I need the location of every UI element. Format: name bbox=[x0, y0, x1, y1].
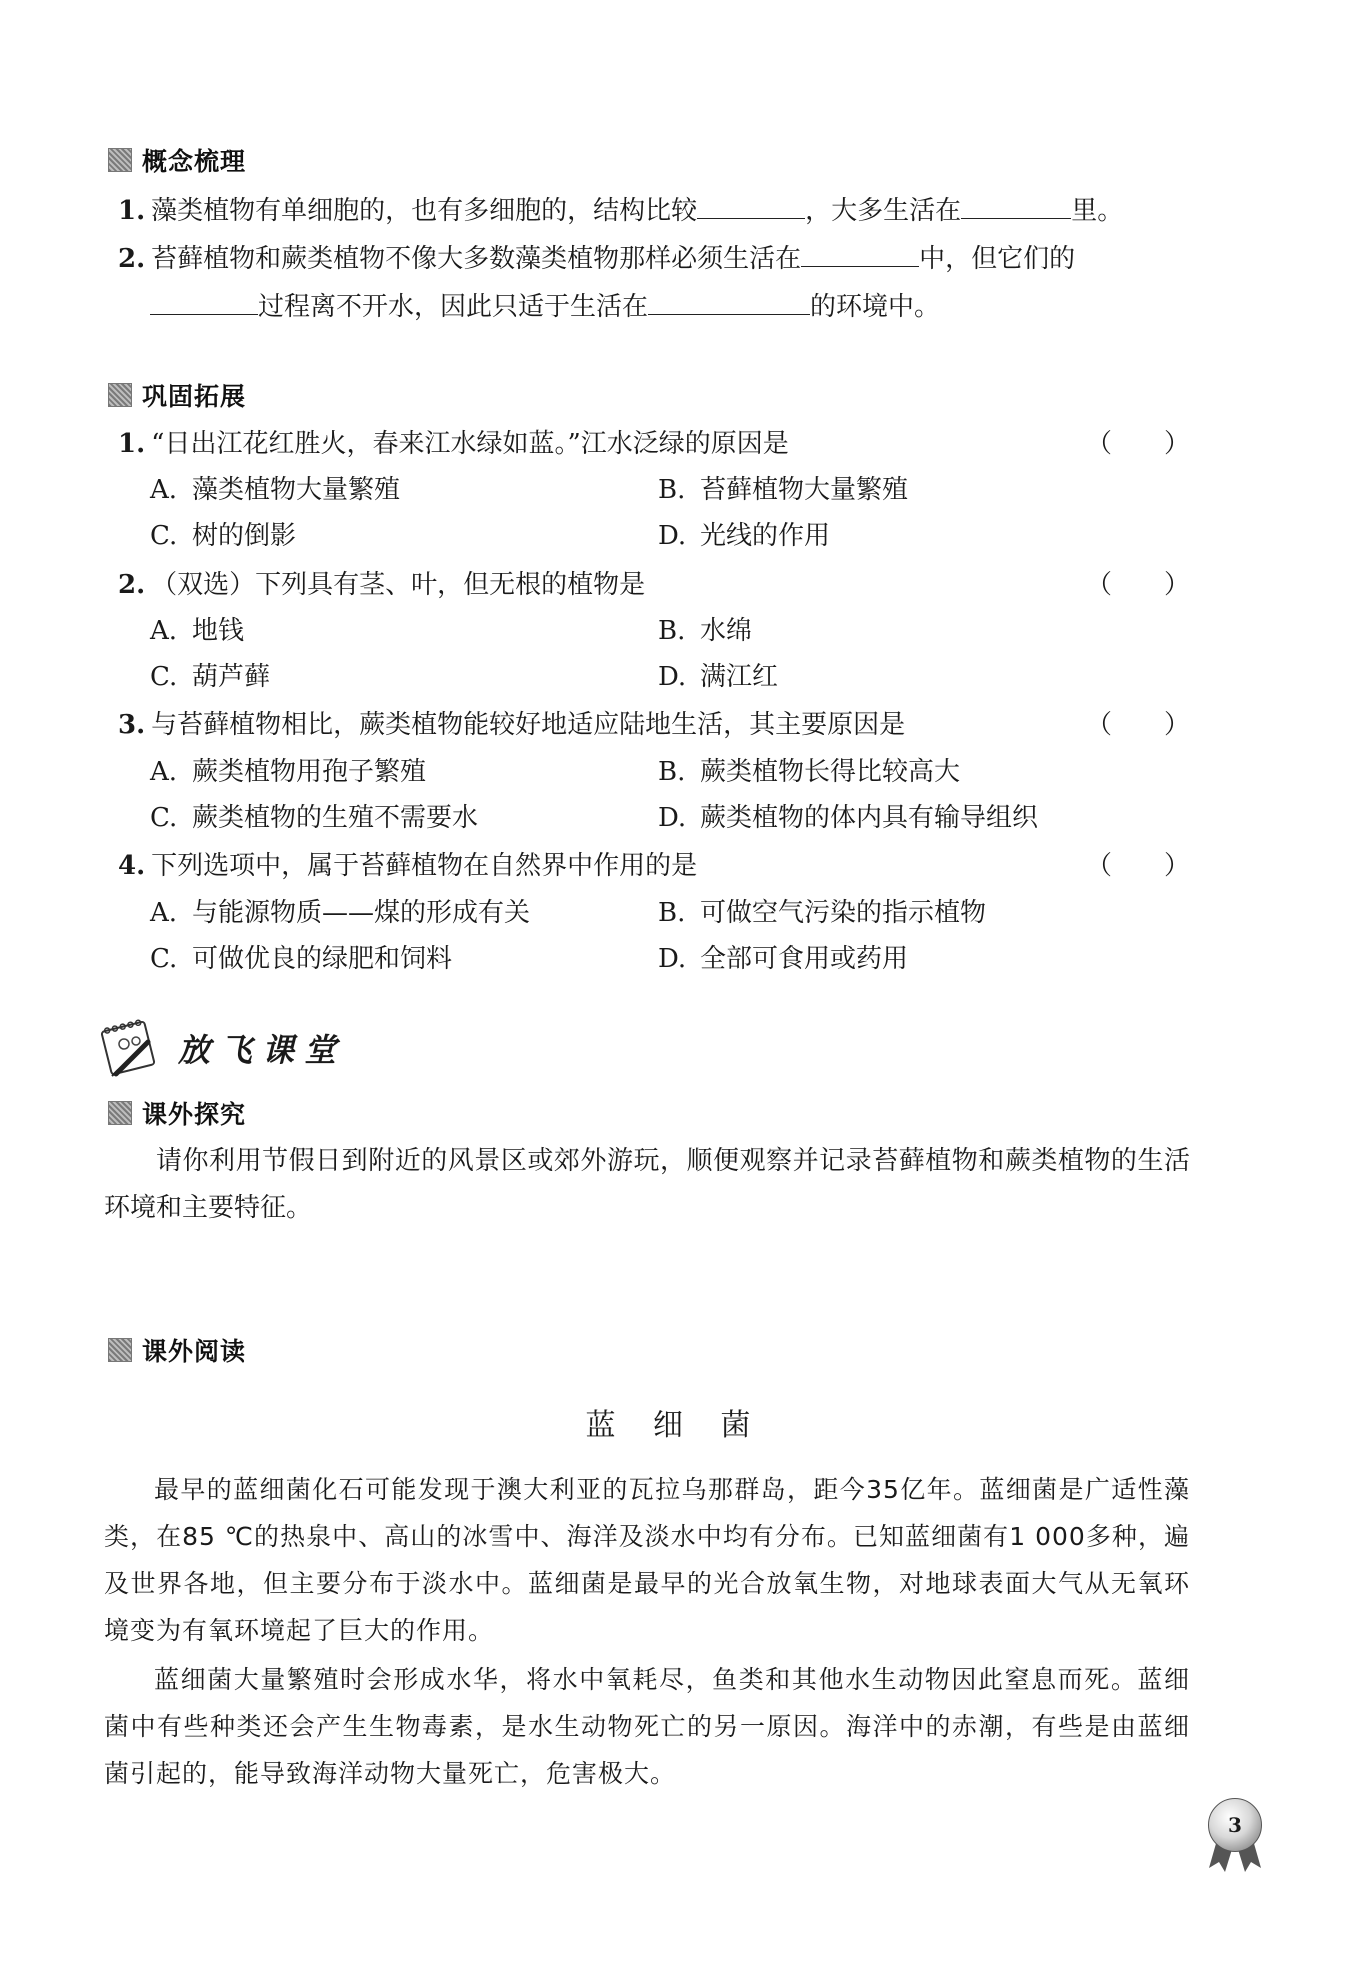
fill-question-2-line-1: 2. 苔藓植物和蕨类植物不像大多数藻类植物那样必须生活在 中，但它们的 bbox=[118, 238, 1075, 279]
section-header-explore bbox=[108, 1096, 246, 1130]
section-marker-icon bbox=[108, 1338, 132, 1362]
option-a[interactable]: A. 藻类植物大量繁殖 bbox=[150, 475, 401, 505]
section-header-reading bbox=[108, 1333, 246, 1367]
page-number-badge bbox=[1208, 1798, 1262, 1852]
option-a[interactable]: A. 地钱 bbox=[150, 616, 245, 646]
fill-question-2-line-2: 过程离不开水，因此只适于生活在 的环境中。 bbox=[150, 286, 940, 327]
option-c[interactable]: C. 可做优良的绿肥和饲料 bbox=[150, 944, 453, 974]
fill-question-1: 1. 藻类植物有单细胞的，也有多细胞的，结构比较 ，大多生活在 里。 bbox=[118, 190, 1123, 231]
reading-heading: 蓝 细 菌 bbox=[585, 1408, 765, 1443]
fly-classroom-banner bbox=[100, 1018, 346, 1078]
answer-bracket[interactable]: （ ） bbox=[1085, 851, 1190, 881]
explore-text: 请你利用节假日到附近的风景区或郊外游玩，顺便观察并记录苔藓植物和蕨类植物的生活环境和主要特征。 bbox=[104, 1146, 1190, 1223]
page-number: 3 bbox=[1208, 1798, 1262, 1852]
section-title: 课外阅读 bbox=[142, 1337, 247, 1366]
choice-question-1: 1. “日出江花红胜火，春来江水绿如蓝。”江水泛绿的原因是 （ ） bbox=[118, 424, 1190, 464]
reading-paragraph-2: 蓝细菌大量繁殖时会形成水华，将水中氧耗尽，鱼类和其他水生动物因此窒息而死。蓝细菌中有些种类还会产生生物毒素，是水生动物死亡的另一原因。海洋中的赤潮，有些是由蓝细菌引起的，能导致海洋动物大量死亡，危害极大。 bbox=[104, 1665, 1190, 1788]
option-d[interactable]: D. 蕨类植物的体内具有输导组织 bbox=[658, 803, 1039, 833]
option-b[interactable]: B. 可做空气污染的指示植物 bbox=[658, 898, 987, 928]
answer-blank[interactable] bbox=[150, 286, 258, 315]
option-d[interactable]: D. 满江红 bbox=[658, 662, 779, 692]
section-title: 概念梳理 bbox=[142, 147, 247, 176]
section-title: 课外探究 bbox=[142, 1100, 247, 1129]
section-marker-icon bbox=[108, 1101, 132, 1125]
section-marker-icon bbox=[108, 148, 132, 172]
section-marker-icon bbox=[108, 383, 132, 407]
option-c[interactable]: C. 树的倒影 bbox=[150, 521, 297, 551]
answer-bracket[interactable]: （ ） bbox=[1085, 429, 1190, 459]
answer-bracket[interactable]: （ ） bbox=[1085, 570, 1190, 600]
option-a[interactable]: A. 与能源物质——煤的形成有关 bbox=[150, 898, 531, 928]
answer-bracket[interactable]: （ ） bbox=[1085, 710, 1190, 740]
option-b[interactable]: B. 苔藓植物大量繁殖 bbox=[658, 475, 909, 505]
answer-blank[interactable] bbox=[801, 238, 919, 267]
section-title: 巩固拓展 bbox=[142, 382, 247, 411]
option-b[interactable]: B. 蕨类植物长得比较高大 bbox=[658, 757, 961, 787]
choice-question-4: 4. 下列选项中，属于苔藓植物在自然界中作用的是 （ ） bbox=[118, 846, 1190, 886]
option-c[interactable]: C. 葫芦藓 bbox=[150, 662, 271, 692]
notebook-pencil-icon bbox=[100, 1018, 170, 1078]
reading-paragraph-1: 最早的蓝细菌化石可能发现于澳大利亚的瓦拉乌那群岛，距今35亿年。蓝细菌是广适性藻类，在85 ℃的热泉中、高山的冰雪中、海洋及淡水中均有分布。已知蓝细菌有1 000多种，遍及世界各地，但主要分布于淡水中。蓝细菌是最早的光合放氧生物，对地球表面大气从无氧环境变为有氧环境起了巨大的作用。 bbox=[104, 1475, 1190, 1645]
option-d[interactable]: D. 全部可食用或药用 bbox=[658, 944, 909, 974]
option-a[interactable]: A. 蕨类植物用孢子繁殖 bbox=[150, 757, 427, 787]
choice-question-3: 3. 与苔藓植物相比，蕨类植物能较好地适应陆地生活，其主要原因是 （ ） bbox=[118, 705, 1190, 745]
option-d[interactable]: D. 光线的作用 bbox=[658, 521, 831, 551]
option-c[interactable]: C. 蕨类植物的生殖不需要水 bbox=[150, 803, 479, 833]
fly-classroom-title: 放飞课堂 bbox=[178, 1031, 347, 1069]
section-header-concepts bbox=[108, 143, 246, 177]
option-b[interactable]: B. 水绵 bbox=[658, 616, 753, 646]
section-header-consolidate bbox=[108, 378, 246, 412]
answer-blank[interactable] bbox=[961, 190, 1071, 219]
answer-blank[interactable] bbox=[648, 286, 810, 315]
answer-blank[interactable] bbox=[697, 190, 805, 219]
choice-question-2: 2. （双选）下列具有茎、叶，但无根的植物是 （ ） bbox=[118, 565, 1190, 605]
